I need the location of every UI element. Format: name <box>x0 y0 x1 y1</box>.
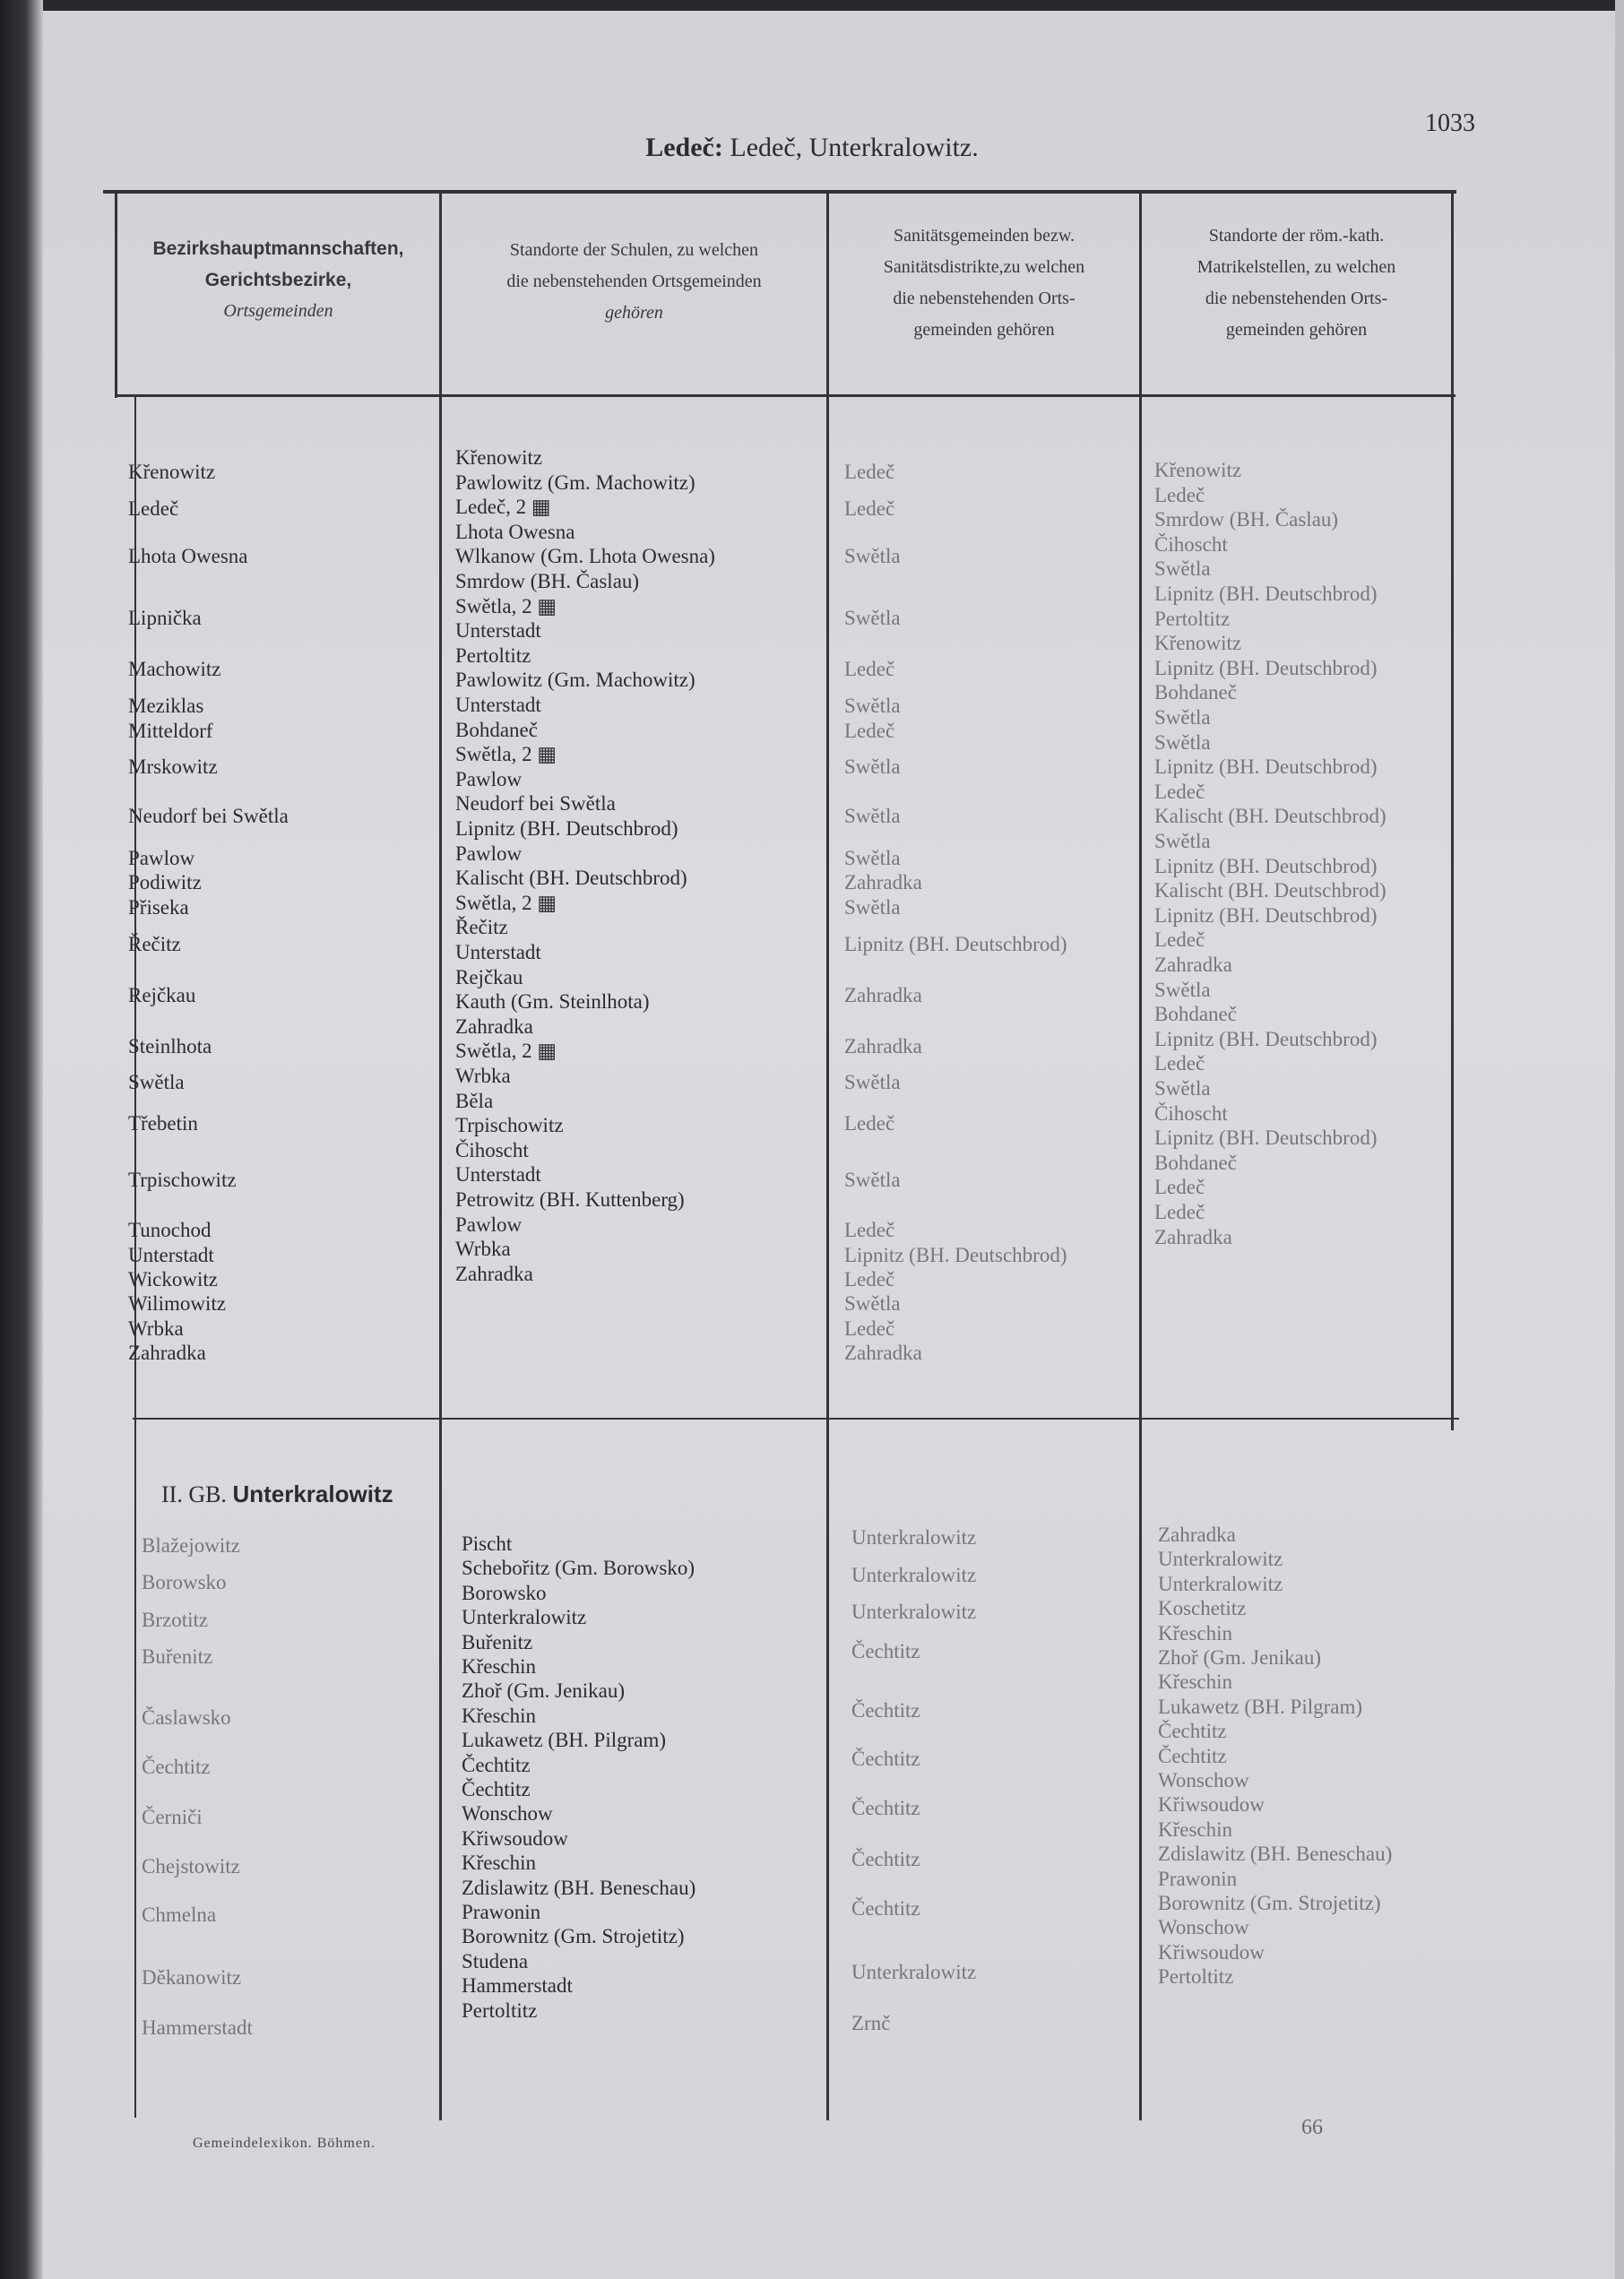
table-right-rule <box>1451 194 1454 1430</box>
list-item: Ledeč <box>844 1112 895 1135</box>
page-title: Ledeč: Ledeč, Unterkralowitz. <box>645 133 979 162</box>
list-item: Trpischowitz <box>128 1169 237 1191</box>
list-item: Ledeč <box>1154 1176 1205 1198</box>
list-item: Křeschin <box>1158 1818 1233 1841</box>
list-item: Čechtitz <box>851 1848 920 1870</box>
list-item: Swětla <box>1154 557 1211 580</box>
list-item: Bohdaneč <box>1154 1152 1237 1174</box>
list-item: Wrbka <box>128 1317 184 1340</box>
list-item: Čechtitz <box>851 1699 920 1722</box>
list-item: Unterstadt <box>455 619 541 642</box>
list-item: Zahradka <box>455 1015 533 1038</box>
list-item: Čechtitz <box>1158 1745 1227 1767</box>
list-item: Pawlow <box>455 768 523 790</box>
list-item: Čihoscht <box>1154 1102 1228 1125</box>
list-item: Ledeč <box>1154 781 1205 803</box>
list-item: Čechtitz <box>142 1756 211 1778</box>
list-item: Zahradka <box>844 1035 922 1057</box>
list-item: Pawlow <box>455 1213 523 1236</box>
list-item: Křeschin <box>1158 1622 1233 1645</box>
list-item: Ledeč <box>844 1268 895 1291</box>
list-item: Zahradka <box>128 1342 206 1364</box>
list-item: Borownitz (Gm. Strojetitz) <box>1158 1892 1381 1914</box>
list-item: Swětla <box>844 896 901 919</box>
list-item: Třebetin <box>128 1112 198 1135</box>
list-item: Swětla <box>1154 979 1211 1001</box>
list-item: Lukawetz (BH. Pilgram) <box>1158 1696 1363 1718</box>
list-item: Lipnitz (BH. Deutschbrod) <box>844 933 1067 955</box>
list-item: Pertoltitz <box>1154 608 1231 630</box>
scan-edge-top <box>0 0 1624 11</box>
list-item: Swětla <box>1154 731 1211 754</box>
list-item: Unterstadt <box>455 1163 541 1186</box>
list-item: Buřenitz <box>142 1645 213 1668</box>
list-item: Zahradka <box>844 871 922 893</box>
list-item: Unterkralowitz <box>462 1606 587 1628</box>
list-item: Pertoltitz <box>1158 1965 1234 1988</box>
list-item: Čechtitz <box>462 1778 531 1800</box>
list-item: Řečitz <box>128 933 181 955</box>
table-top-rule <box>103 190 1456 194</box>
section-title-unterkralowitz: II. GB. Unterkralowitz <box>161 1480 393 1507</box>
list-item: Zdislawitz (BH. Beneschau) <box>1158 1843 1393 1865</box>
page-number: 1033 <box>1425 109 1475 137</box>
list-item: Křiwsoudow <box>1158 1793 1265 1816</box>
list-item: Lipnitz (BH. Deutschbrod) <box>1154 755 1378 778</box>
list-item: Lipnitz (BH. Deutschbrod) <box>1154 1028 1378 1050</box>
list-item: Swětla <box>1154 1077 1211 1100</box>
list-item: Prawonin <box>1158 1868 1238 1890</box>
footer-source: Gemeindelexikon. Böhmen. <box>193 2136 376 2151</box>
list-item: Kalischt (BH. Deutschbrod) <box>1154 879 1386 902</box>
list-item: Lipnitz (BH. Deutschbrod) <box>1154 1127 1378 1149</box>
list-item: Hammerstadt <box>142 2016 253 2039</box>
list-item: Swětla <box>844 607 901 629</box>
list-item: Černiči <box>142 1806 203 1828</box>
list-item: Křeschin <box>462 1852 537 1874</box>
list-item: Křenowitz <box>128 461 216 483</box>
list-item: Unterkralowitz <box>851 1526 977 1549</box>
list-item: Machowitz <box>128 658 221 680</box>
list-item: Ledeč <box>1154 484 1205 506</box>
list-item: Čechtitz <box>851 1797 920 1819</box>
list-item: Běla <box>455 1090 494 1112</box>
list-item: Steinlhota <box>128 1035 212 1057</box>
list-item: Wilimowitz <box>128 1292 226 1315</box>
list-item: Meziklas <box>128 695 204 717</box>
scan-edge-right <box>1615 0 1624 2279</box>
list-item: Křeschin <box>462 1705 537 1727</box>
list-item: Kalischt (BH. Deutschbrod) <box>455 867 687 889</box>
list-item: Swětla <box>844 755 901 778</box>
list-item: Wickowitz <box>128 1268 218 1291</box>
col-header-bezirk: Bezirkshauptmannschaften, Gerichtsbezirke, Ortsgemeinden <box>152 238 404 321</box>
list-item: Ledeč <box>844 461 895 483</box>
list-item: Rejčkau <box>128 984 196 1006</box>
list-item: Zahradka <box>1154 954 1232 976</box>
list-item: Křenowitz <box>1154 632 1242 654</box>
list-item: Swětla <box>844 1169 901 1191</box>
list-item: Hammerstadt <box>462 1974 573 1997</box>
col-divider-2 <box>826 194 829 2120</box>
list-item: Čechtitz <box>462 1754 531 1776</box>
list-item: Ledeč <box>844 658 895 680</box>
list-item: Zahradka <box>1158 1524 1236 1546</box>
list-item: Křenowitz <box>1154 459 1242 481</box>
list-item: Zahradka <box>844 1342 922 1364</box>
list-item: Kalischt (BH. Deutschbrod) <box>1154 805 1386 827</box>
list-item: Trpischowitz <box>455 1114 564 1136</box>
list-item: Chmelna <box>142 1903 217 1926</box>
list-item: Swětla, 2 ▦ <box>455 892 557 914</box>
list-item: Ledeč <box>844 1219 895 1241</box>
list-item: Mitteldorf <box>128 720 213 742</box>
list-item: Bohdaneč <box>1154 681 1237 704</box>
list-item: Swětla, 2 ▦ <box>455 1040 557 1062</box>
list-item: Tunochod <box>128 1219 212 1241</box>
list-item: Swětla, 2 ▦ <box>455 743 557 765</box>
list-item: Prawonin <box>462 1901 541 1923</box>
list-item: Lipnitz (BH. Deutschbrod) <box>455 817 678 840</box>
list-item: Wrbka <box>455 1065 511 1087</box>
list-item: Unterkralowitz <box>1158 1573 1283 1595</box>
list-item: Řečitz <box>455 916 508 938</box>
list-item: Bohdaneč <box>1154 1003 1237 1025</box>
list-item: Unterkralowitz <box>1158 1548 1283 1570</box>
list-item: Čechtitz <box>851 1897 920 1920</box>
list-item: Swětla <box>844 545 901 567</box>
list-item: Křenowitz <box>455 446 543 469</box>
list-item: Křiwsoudow <box>1158 1941 1265 1964</box>
list-item: Swětla <box>1154 830 1211 852</box>
list-item: Swětla <box>128 1071 185 1093</box>
list-item: Unterkralowitz <box>851 1601 977 1623</box>
list-item: Studena <box>462 1950 529 1973</box>
list-item: Chejstowitz <box>142 1855 240 1878</box>
list-item: Unterstadt <box>455 694 541 716</box>
list-item: Wlkanow (Gm. Lhota Owesna) <box>455 545 715 567</box>
list-item: Neudorf bei Swětla <box>128 805 289 827</box>
list-item: Rejčkau <box>455 966 523 988</box>
list-item: Čechtitz <box>851 1748 920 1770</box>
scan-edge-left <box>0 0 43 2279</box>
list-item: Pertoltitz <box>455 644 531 667</box>
list-item: Swětla <box>844 1071 901 1093</box>
list-item: Ledeč <box>1154 1201 1205 1223</box>
list-item: Pawlow <box>455 842 523 865</box>
list-item: Časlawsko <box>142 1706 231 1729</box>
list-item: Podiwitz <box>128 871 202 893</box>
list-item: Swětla <box>1154 706 1211 729</box>
list-item: Čihoscht <box>455 1139 529 1161</box>
list-item: Lipnitz (BH. Deutschbrod) <box>1154 583 1378 605</box>
list-item: Unterkralowitz <box>851 1961 977 1983</box>
list-item: Borowsko <box>462 1582 547 1604</box>
list-item: Kauth (Gm. Steinlhota) <box>455 990 650 1013</box>
list-item: Lipnitz (BH. Deutschbrod) <box>1154 657 1378 679</box>
list-item: Neudorf bei Swětla <box>455 792 616 815</box>
list-item: Zahradka <box>844 984 922 1006</box>
list-item: Křiwsoudow <box>462 1827 568 1850</box>
list-item: Křeschin <box>1158 1670 1233 1693</box>
list-item: Pertoltitz <box>462 1999 538 2022</box>
list-item: Lipnitz (BH. Deutschbrod) <box>1154 904 1378 927</box>
list-item: Wonschow <box>1158 1769 1249 1791</box>
list-item: Zahradka <box>1154 1226 1232 1248</box>
list-item: Swětla <box>844 1292 901 1315</box>
col-header-matrikel: Standorte der röm.-kath. Matrikelstellen, zu welchen die nebenstehenden Orts- gemeinden gehören <box>1196 226 1396 340</box>
list-item: Zhoř (Gm. Jenikau) <box>462 1679 626 1702</box>
list-item: Lhota Owesna <box>455 521 575 543</box>
col-header-sanitaet: Sanitätsgemeinden bezw. Sanitätsdistrikte,zu welchen die nebenstehenden Orts- gemeinden gehören <box>883 226 1085 340</box>
list-item: Buřenitz <box>462 1631 533 1653</box>
list-item: Ledeč <box>844 1317 895 1340</box>
list-item: Čechtitz <box>851 1640 920 1662</box>
list-item: Čihoscht <box>1154 533 1228 556</box>
list-item: Ledeč <box>128 497 179 520</box>
list-item: Ledeč <box>1154 1052 1205 1075</box>
list-item: Ledeč <box>844 497 895 520</box>
list-item: Smrdow (BH. Časlau) <box>455 570 640 592</box>
list-item: Zahradka <box>455 1263 533 1285</box>
list-item: Unterkralowitz <box>851 1564 977 1586</box>
col-header-schulen: Standorte der Schulen, zu welchen die nebenstehenden Ortsgemeinden gehören <box>506 240 762 323</box>
list-item: Swětla, 2 ▦ <box>455 595 557 617</box>
list-item: Wonschow <box>1158 1916 1249 1938</box>
list-item: Borownitz (Gm. Strojetitz) <box>462 1925 685 1947</box>
list-item: Ledeč, 2 ▦ <box>455 496 551 518</box>
list-item: Petrowitz (BH. Kuttenberg) <box>455 1188 685 1211</box>
list-item: Bohdaneč <box>455 719 538 741</box>
list-item: Borowsko <box>142 1571 227 1593</box>
list-item: Děkanowitz <box>142 1966 242 1989</box>
list-item: Unterstadt <box>455 941 541 963</box>
list-item: Wonschow <box>462 1802 553 1825</box>
list-item: Pawlow <box>128 847 195 869</box>
col-divider-1 <box>439 194 442 2120</box>
col-divider-3 <box>1139 194 1142 2120</box>
list-item: Přiseka <box>128 896 189 919</box>
list-item: Koschetitz <box>1158 1597 1247 1619</box>
list-item: Pawlowitz (Gm. Machowitz) <box>455 471 695 494</box>
list-item: Pischt <box>462 1532 513 1555</box>
list-item: Brzotitz <box>142 1609 209 1631</box>
footer-signature: 66 <box>1301 2116 1323 2139</box>
list-item: Schebořitz (Gm. Borowsko) <box>462 1557 695 1579</box>
header-bottom-rule <box>115 394 1456 397</box>
section-divider-rule <box>133 1418 1459 1420</box>
list-item: Lipnitz (BH. Deutschbrod) <box>844 1244 1067 1266</box>
list-item: Zhoř (Gm. Jenikau) <box>1158 1646 1322 1669</box>
list-item: Ledeč <box>844 720 895 742</box>
list-item: Křeschin <box>462 1655 537 1678</box>
list-item: Lipnička <box>128 607 202 629</box>
list-item: Swětla <box>844 847 901 869</box>
list-item: Lukawetz (BH. Pilgram) <box>462 1729 667 1751</box>
list-item: Zdislawitz (BH. Beneschau) <box>462 1877 696 1899</box>
list-item: Swětla <box>844 805 901 827</box>
list-item: Ledeč <box>1154 928 1205 951</box>
list-item: Pawlowitz (Gm. Machowitz) <box>455 669 695 691</box>
list-item: Čechtitz <box>1158 1720 1227 1742</box>
list-item: Lipnitz (BH. Deutschbrod) <box>1154 855 1378 877</box>
list-item: Wrbka <box>455 1238 511 1260</box>
list-item: Smrdow (BH. Časlau) <box>1154 508 1339 531</box>
list-item: Lhota Owesna <box>128 545 248 567</box>
list-item: Unterstadt <box>128 1244 214 1266</box>
list-item: Zrnč <box>851 2012 891 2034</box>
list-item: Swětla <box>844 695 901 717</box>
list-item: Blažejowitz <box>142 1534 240 1557</box>
list-item: Mrskowitz <box>128 755 218 778</box>
